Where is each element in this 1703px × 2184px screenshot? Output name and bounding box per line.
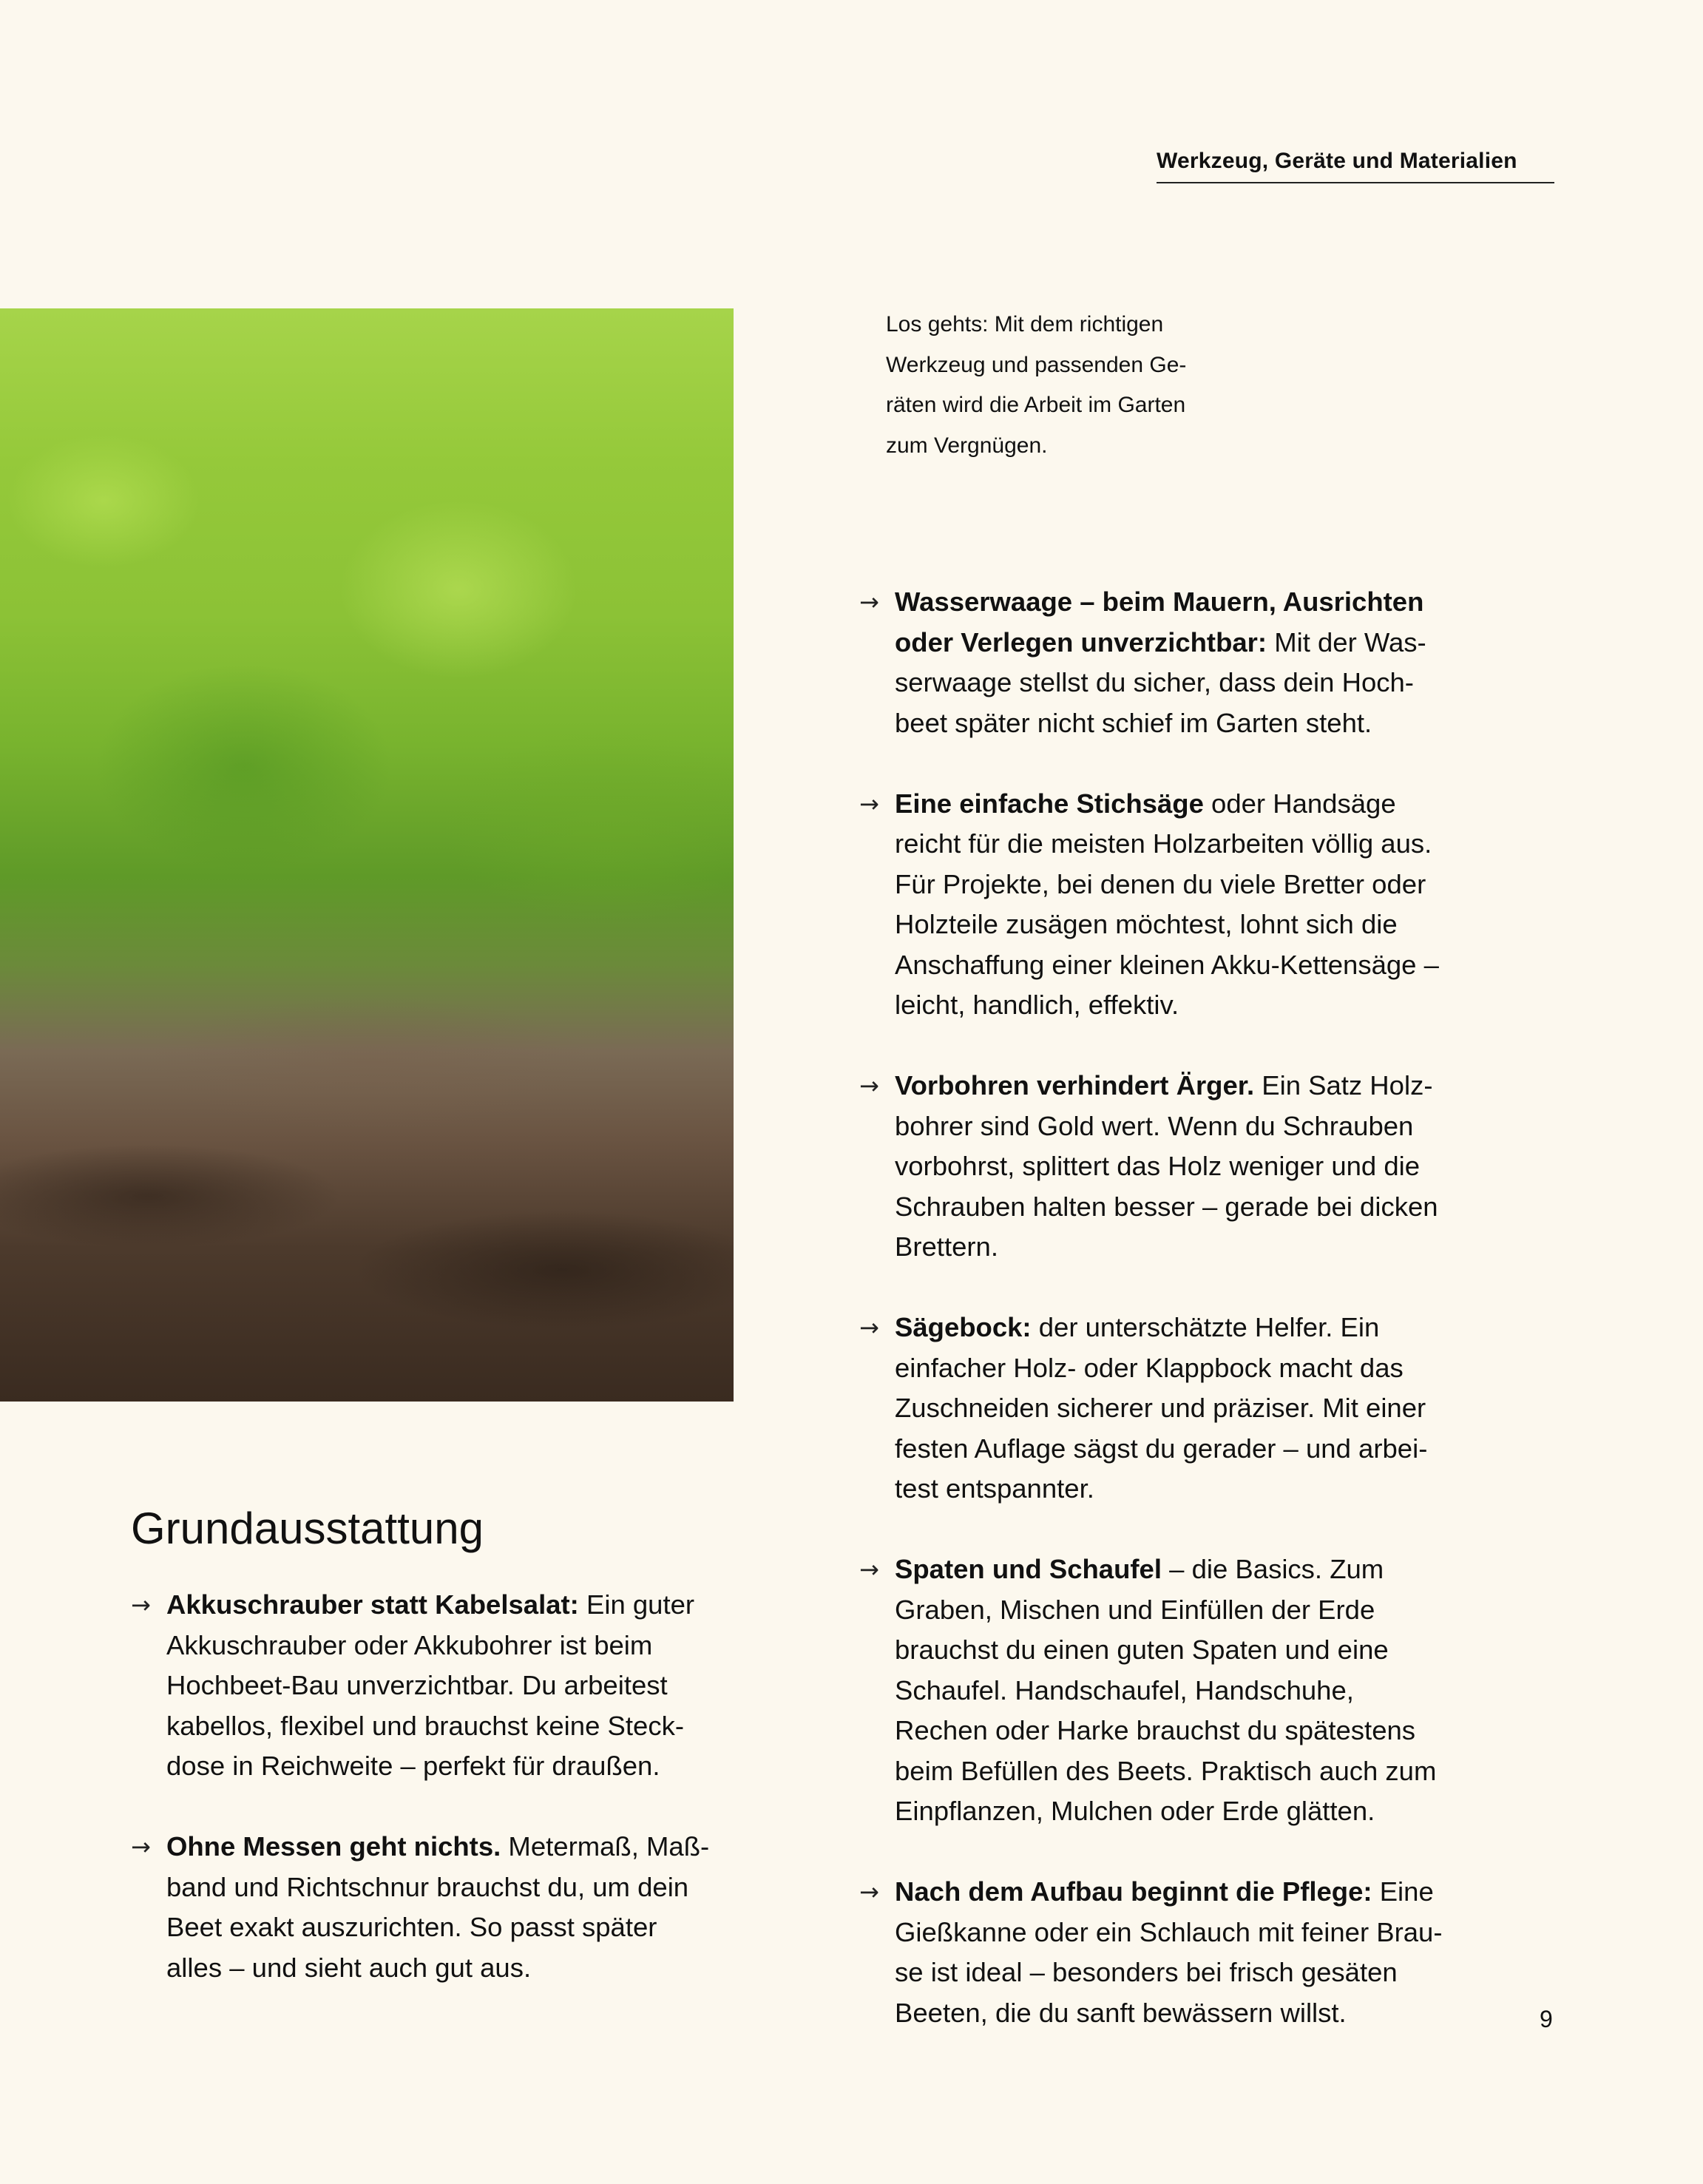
item-body-text: – die Basics. Zum	[1162, 1554, 1384, 1584]
item-line	[895, 1388, 1495, 1429]
item-body-text: band und Richtschnur brauchst du, um dein	[166, 1871, 689, 1902]
list-item	[131, 1827, 737, 1988]
item-line	[166, 1585, 737, 1626]
item-body-text: brauchst du einen guten Spaten und eine	[895, 1634, 1389, 1665]
item-lead-text: Ohne Messen geht nichts.	[166, 1831, 501, 1862]
item-line	[166, 1626, 737, 1666]
item-body-text: Ein Satz Holz-	[1254, 1070, 1433, 1101]
list-item	[131, 1585, 737, 1787]
item-body-text: test entspannter.	[895, 1473, 1094, 1504]
caption-line: zum Vergnügen.	[886, 433, 1048, 458]
caption-line: Werkzeug und passenden Ge-	[886, 352, 1187, 377]
item-line	[895, 703, 1495, 744]
item-line	[895, 1671, 1495, 1711]
item-body-text: leicht, handlich, effektiv.	[895, 990, 1179, 1020]
item-body-text: Schrauben halten besser – gerade bei dicken	[895, 1191, 1438, 1222]
list-item	[859, 1308, 1495, 1509]
left-column-list	[131, 1585, 737, 1988]
item-body-text: alles – und sieht auch gut aus.	[166, 1952, 532, 1983]
item-line	[166, 1827, 737, 1867]
item-line	[895, 1187, 1495, 1228]
item-lead-text: Vorbohren verhindert Ärger.	[895, 1070, 1255, 1101]
garden-soil-photo	[0, 308, 734, 1402]
item-body-text: festen Auflage sägst du gerader – und arbei-	[895, 1433, 1428, 1464]
caption-line: räten wird die Arbeit im Garten	[886, 393, 1186, 417]
running-head: Werkzeug, Geräte und Materialien	[1157, 143, 1554, 183]
arrow-right-icon: →	[131, 1833, 151, 1861]
item-lead-text: Akkuschrauber statt Kabelsalat:	[166, 1589, 579, 1620]
item-body-text: Schaufel. Handschaufel, Handschuhe,	[895, 1674, 1354, 1705]
item-body-text: Einpflanzen, Mulchen oder Erde glätten.	[895, 1796, 1375, 1826]
item-line	[895, 1872, 1495, 1913]
item-line	[895, 905, 1495, 945]
item-line	[895, 1711, 1495, 1751]
item-line	[895, 663, 1495, 703]
list-item	[859, 1549, 1495, 1832]
item-line	[895, 1308, 1495, 1348]
item-body-text: Metermaß, Maß-	[501, 1831, 710, 1862]
list-item	[859, 1872, 1495, 2033]
item-body-text: Brettern.	[895, 1231, 998, 1262]
page-number: 9	[1540, 2006, 1553, 2032]
item-body-text: Graben, Mischen und Einfüllen der Erde	[895, 1594, 1375, 1625]
item-line	[166, 1666, 737, 1706]
arrow-right-icon: →	[859, 1878, 879, 1906]
item-line	[895, 1953, 1495, 1993]
item-line	[895, 1913, 1495, 1953]
arrow-right-icon: →	[131, 1591, 151, 1619]
item-line	[166, 1706, 737, 1747]
item-line	[895, 1429, 1495, 1470]
section-heading: Grundausstattung	[131, 1504, 484, 1553]
item-line	[166, 1867, 737, 1908]
item-body-text: Akkuschrauber oder Akkubohrer ist beim	[166, 1629, 653, 1660]
item-body-text: Eine	[1372, 1876, 1434, 1907]
item-line	[895, 1227, 1495, 1268]
item-line	[166, 1948, 737, 1989]
item-line	[895, 1630, 1495, 1671]
item-body-text: Ein guter	[578, 1589, 695, 1620]
item-body-text: beet später nicht schief im Garten steht.	[895, 707, 1372, 738]
item-line	[895, 1348, 1495, 1389]
item-body-text: reicht für die meisten Holzarbeiten völlig aus.	[895, 828, 1432, 859]
item-body-text: bohrer sind Gold wert. Wenn du Schrauben	[895, 1110, 1414, 1141]
item-body-text: Für Projekte, bei denen du viele Bretter oder	[895, 868, 1426, 899]
item-body-text: Holzteile zusägen möchtest, lohnt sich die	[895, 909, 1398, 939]
arrow-right-icon: →	[859, 588, 879, 616]
item-line	[895, 1590, 1495, 1631]
photo-caption	[886, 305, 1233, 466]
item-body-text: se ist ideal – besonders bei frisch gesäten	[895, 1957, 1398, 1987]
item-body-text: Anschaffung einer kleinen Akku-Kettensäge –	[895, 949, 1439, 980]
item-body-text: Gießkanne oder ein Schlauch mit feiner Brau-	[895, 1916, 1443, 1947]
list-item	[859, 1066, 1495, 1268]
item-line	[895, 784, 1495, 825]
item-line	[895, 1146, 1495, 1187]
item-body-text: Beet exakt auszurichten. So passt später	[166, 1912, 657, 1942]
item-line	[895, 582, 1495, 623]
arrow-right-icon: →	[859, 1314, 879, 1342]
list-item	[859, 582, 1495, 743]
item-line	[895, 945, 1495, 986]
arrow-right-icon: →	[859, 1555, 879, 1583]
item-lead-text: Nach dem Aufbau beginnt die Pflege:	[895, 1876, 1372, 1907]
item-lead-text: Spaten und Schaufel	[895, 1554, 1162, 1584]
item-body-text: Rechen oder Harke brauchst du spätestens	[895, 1715, 1416, 1745]
item-lead-text: Sägebock:	[895, 1312, 1032, 1342]
item-line	[895, 1549, 1495, 1590]
item-line	[166, 1746, 737, 1787]
arrow-right-icon: →	[859, 789, 879, 818]
caption-line: Los gehts: Mit dem richtigen	[886, 312, 1164, 337]
item-line	[895, 865, 1495, 905]
arrow-right-icon: →	[859, 1072, 879, 1100]
item-line	[895, 1066, 1495, 1106]
item-line	[895, 1993, 1495, 2034]
item-body-text: dose in Reichweite – perfekt für draußen.	[166, 1751, 660, 1781]
item-body-text: beim Befüllen des Beets. Praktisch auch zum	[895, 1755, 1437, 1786]
item-body-text: serwaage stellst du sicher, dass dein Hoch-	[895, 667, 1414, 697]
item-line	[895, 824, 1495, 865]
item-lead-text: Wasserwaage – beim Mauern, Ausrichten	[895, 586, 1424, 617]
item-body-text: vorbohrst, splittert das Holz weniger und die	[895, 1151, 1421, 1181]
item-body-text: Beeten, die du sanft bewässern willst.	[895, 1997, 1347, 2028]
item-line	[166, 1907, 737, 1948]
item-line	[895, 1791, 1495, 1832]
item-body-text: oder Handsäge	[1203, 788, 1396, 819]
item-line	[895, 1469, 1495, 1509]
item-body-text: Zuschneiden sicherer und präziser. Mit einer	[895, 1393, 1426, 1423]
right-column-list	[859, 582, 1495, 2033]
item-line	[895, 985, 1495, 1026]
item-body-text: einfacher Holz- oder Klappbock macht das	[895, 1352, 1404, 1383]
list-item	[859, 784, 1495, 1026]
item-line	[895, 1751, 1495, 1792]
item-lead-text: oder Verlegen unverzichtbar:	[895, 626, 1267, 657]
item-line	[895, 623, 1495, 663]
item-lead-text: Eine einfache Stichsäge	[895, 788, 1204, 819]
item-line	[895, 1106, 1495, 1147]
item-body-text: der unterschätzte Helfer. Ein	[1031, 1312, 1380, 1342]
item-body-text: Hochbeet-Bau unverzichtbar. Du arbeitest	[166, 1670, 668, 1700]
item-body-text: kabellos, flexibel und brauchst keine Steck-	[166, 1710, 684, 1741]
item-body-text: Mit der Was-	[1267, 626, 1426, 657]
